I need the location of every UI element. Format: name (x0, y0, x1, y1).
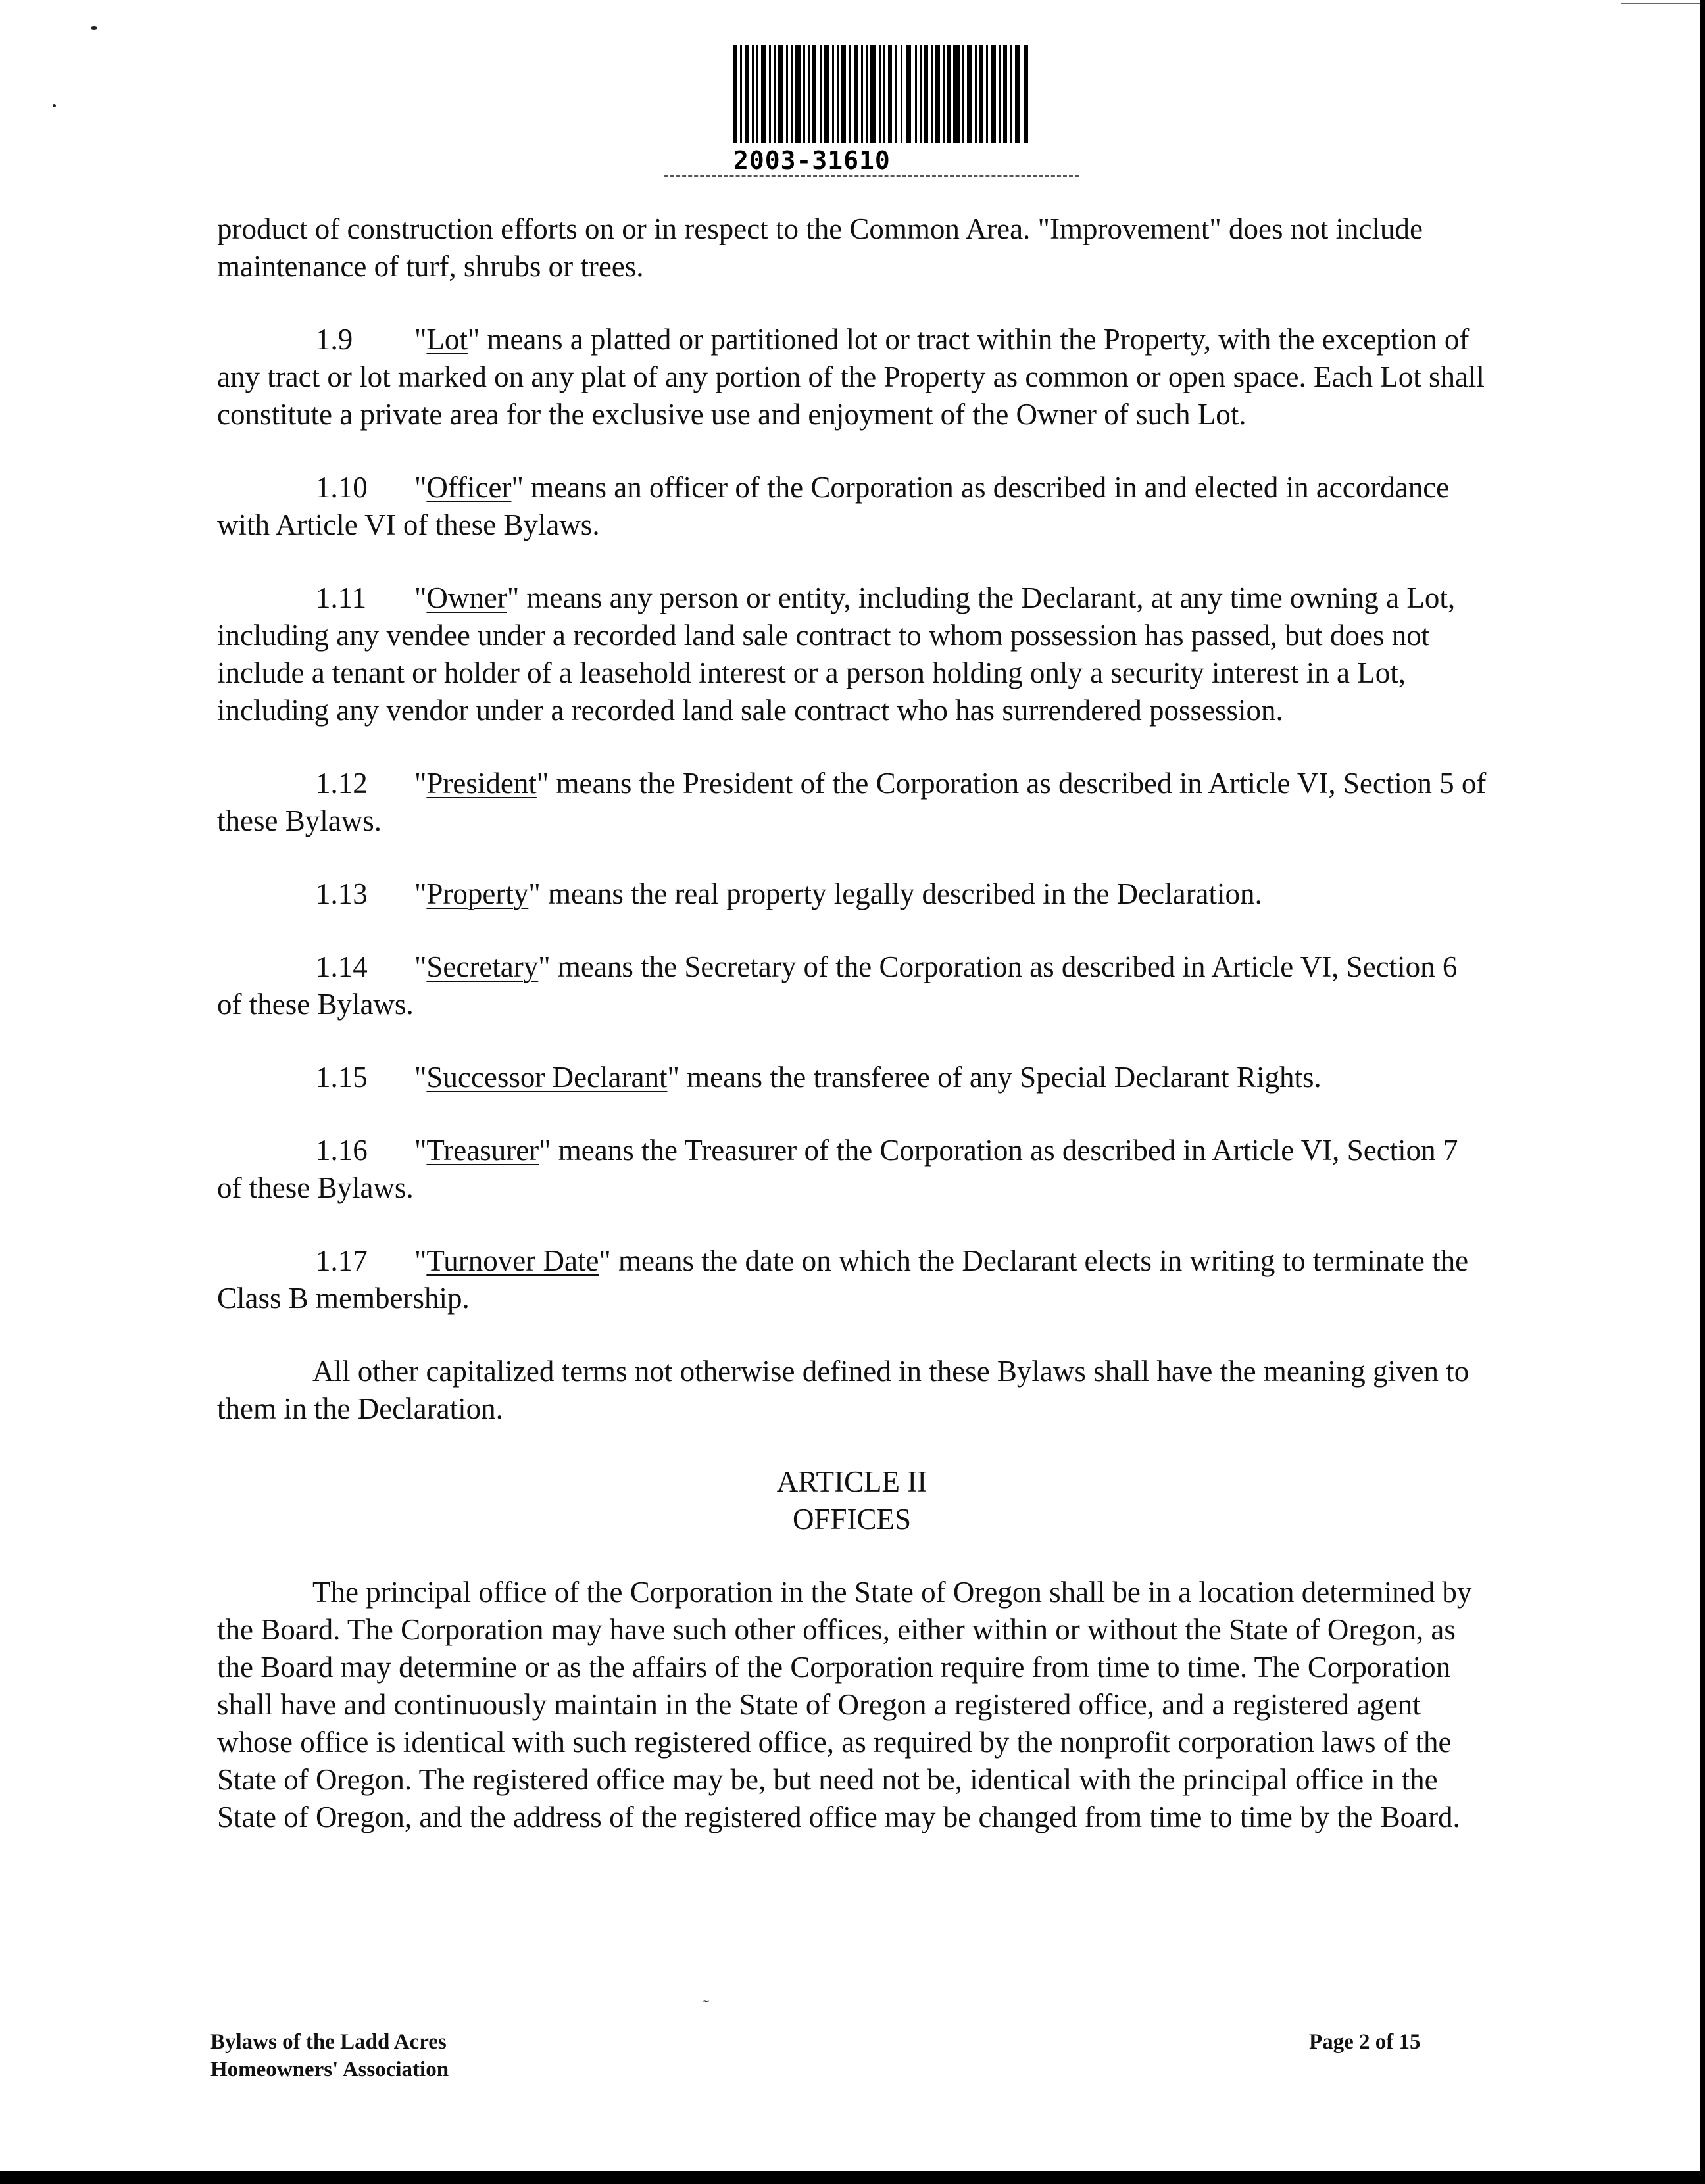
definition-text: " means any person or entity, including the Declarant, at any time owning a Lot, including any vendee under a recorded land sale contract to whom possession has passed, but does not include a tenant or holder of a leasehold interest or a person holding only a security interest in a Lot, including any vendor under a recorded land sale contract who has surrendered possession. (217, 581, 1456, 727)
article-number: ARTICLE II (776, 1465, 927, 1498)
section-number: 1.13 (316, 877, 368, 910)
paragraph-text: product of construction efforts on or in respect to the Common Area. "Improvement" does not include maintenance of turf, shrubs or trees. (217, 212, 1423, 283)
section-number: 1.15 (316, 1061, 368, 1094)
definition-1-10: 1.10 "Officer" means an officer of the Corporation as described in and elected in accordance with Article VI of these Bylaws. (217, 469, 1487, 544)
footer-page-number: Page 2 of 15 (1309, 2030, 1421, 2054)
definition-text: " means the date on which the Declarant elects in writing to terminate the Class B membership. (217, 1244, 1469, 1315)
article-title: OFFICES (792, 1503, 912, 1536)
definition-1-17: 1.17 "Turnover Date" means the date on which the Declarant elects in writing to terminate the Class B membership. (217, 1242, 1487, 1317)
definition-1-11: 1.11 "Owner" means any person or entity, including the Declarant, at any time owning a Lot, including any vendee under a recorded land sale contract to whom possession has passed, but does not include a tenant or holder of a leasehold interest or a person holding only a security interest in a Lot, including any vendor under a recorded land sale contract who has surrendered possession. (217, 579, 1487, 729)
footer-title-line: Homeowners' Association (210, 2058, 449, 2081)
article-heading (217, 1463, 1487, 1538)
defined-term: Secretary (426, 950, 539, 983)
definition-1-13: 1.13 "Property" means the real property legally described in the Declaration. (217, 875, 1487, 913)
definition-text: " means the Secretary of the Corporation as described in Article VI, Section 6 of these Bylaws. (217, 950, 1458, 1021)
defined-term: Turnover Date (426, 1244, 599, 1277)
paragraph-text: The principal office of the Corporation in the State of Oregon shall be in a location determined by the Board. The Corporation may have such other offices, either within or without the State of Oregon, as the Board may determine or as the affairs of the Corporation require from time to time. The Corporation shall have and continuously maintain in the State of Oregon a registered office, and a registered agent whose office is identical with such registered office, as required by the nonprofit corporation laws of the State of Oregon. The registered office may be, but need not be, identical with the principal office in the State of Oregon, and the address of the registered office may be changed from time to time by the Board. (217, 1576, 1472, 1833)
section-number: 1.14 (316, 950, 368, 983)
document-body (217, 210, 1487, 1872)
section-number: 1.11 (316, 581, 367, 614)
section-number: 1.17 (316, 1244, 368, 1277)
definition-1-9: 1.9 "Lot" means a platted or partitioned lot or tract within the Property, with the exception of any tract or lot marked on any plat of any portion of the Property as common or open space. Each Lot shall constitute a private area for the exclusive use and enjoyment of the Owner of such Lot. (217, 321, 1487, 433)
paragraph-continuation (217, 210, 1487, 285)
article-body (217, 1574, 1487, 1836)
defined-term: Property (426, 877, 529, 910)
closing-paragraph (217, 1353, 1487, 1428)
definition-text: " means the transferee of any Special Declarant Rights. (667, 1061, 1322, 1094)
defined-term: President (426, 767, 537, 800)
definition-1-16: 1.16 "Treasurer" means the Treasurer of the Corporation as described in Article VI, Section 7 of these Bylaws. (217, 1132, 1487, 1207)
scan-border-top (1621, 3, 1700, 4)
footer-title-line: Bylaws of the Ladd Acres (210, 2030, 447, 2054)
defined-term: Successor Declarant (426, 1061, 668, 1094)
definition-text: " means a platted or partitioned lot or tract within the Property, with the exception of any tract or lot marked on any plat of any portion of the Property as common or open space. Each Lot shall constitute a private area for the exclusive use and enjoyment of the Owner of such Lot. (217, 323, 1485, 431)
barcode-image (733, 45, 1029, 143)
definition-text: " means the Treasurer of the Corporation as described in Article VI, Section 7 of these Bylaws. (217, 1134, 1458, 1204)
definition-1-15: 1.15 "Successor Declarant" means the transferee of any Special Declarant Rights. (217, 1059, 1487, 1096)
footer-document-title (210, 2028, 449, 2083)
defined-term: Treasurer (426, 1134, 539, 1167)
scan-artifact: ˜ (703, 1996, 709, 2018)
section-number: 1.9 (316, 323, 353, 356)
definition-text: " means the President of the Corporation as described in Article VI, Section 5 of these Bylaws. (217, 767, 1487, 837)
barcode-number: 2003-31610 (733, 146, 891, 175)
definition-text: " means the real property legally described in the Declaration. (528, 877, 1262, 910)
definition-1-14: 1.14 "Secretary" means the Secretary of the Corporation as described in Article VI, Section 6 of these Bylaws. (217, 948, 1487, 1023)
definition-1-12: 1.12 "President" means the President of the Corporation as described in Article VI, Section 5 of these Bylaws. (217, 765, 1487, 840)
scan-border-bottom (0, 2171, 1705, 2184)
definition-text: " means an officer of the Corporation as described in and elected in accordance with Article VI of these Bylaws. (217, 471, 1450, 541)
defined-term: Officer (426, 471, 512, 504)
paragraph-text: All other capitalized terms not otherwise defined in these Bylaws shall have the meaning given to them in the Declaration. (217, 1355, 1470, 1425)
defined-term: Owner (426, 581, 507, 614)
section-number: 1.10 (316, 471, 368, 504)
barcode-underline (664, 175, 1079, 177)
scan-speck (53, 104, 56, 107)
scan-border-right (1700, 0, 1705, 2184)
section-number: 1.16 (316, 1134, 368, 1167)
defined-term: Lot (426, 323, 468, 356)
section-number: 1.12 (316, 767, 368, 800)
scan-speck (91, 26, 97, 30)
